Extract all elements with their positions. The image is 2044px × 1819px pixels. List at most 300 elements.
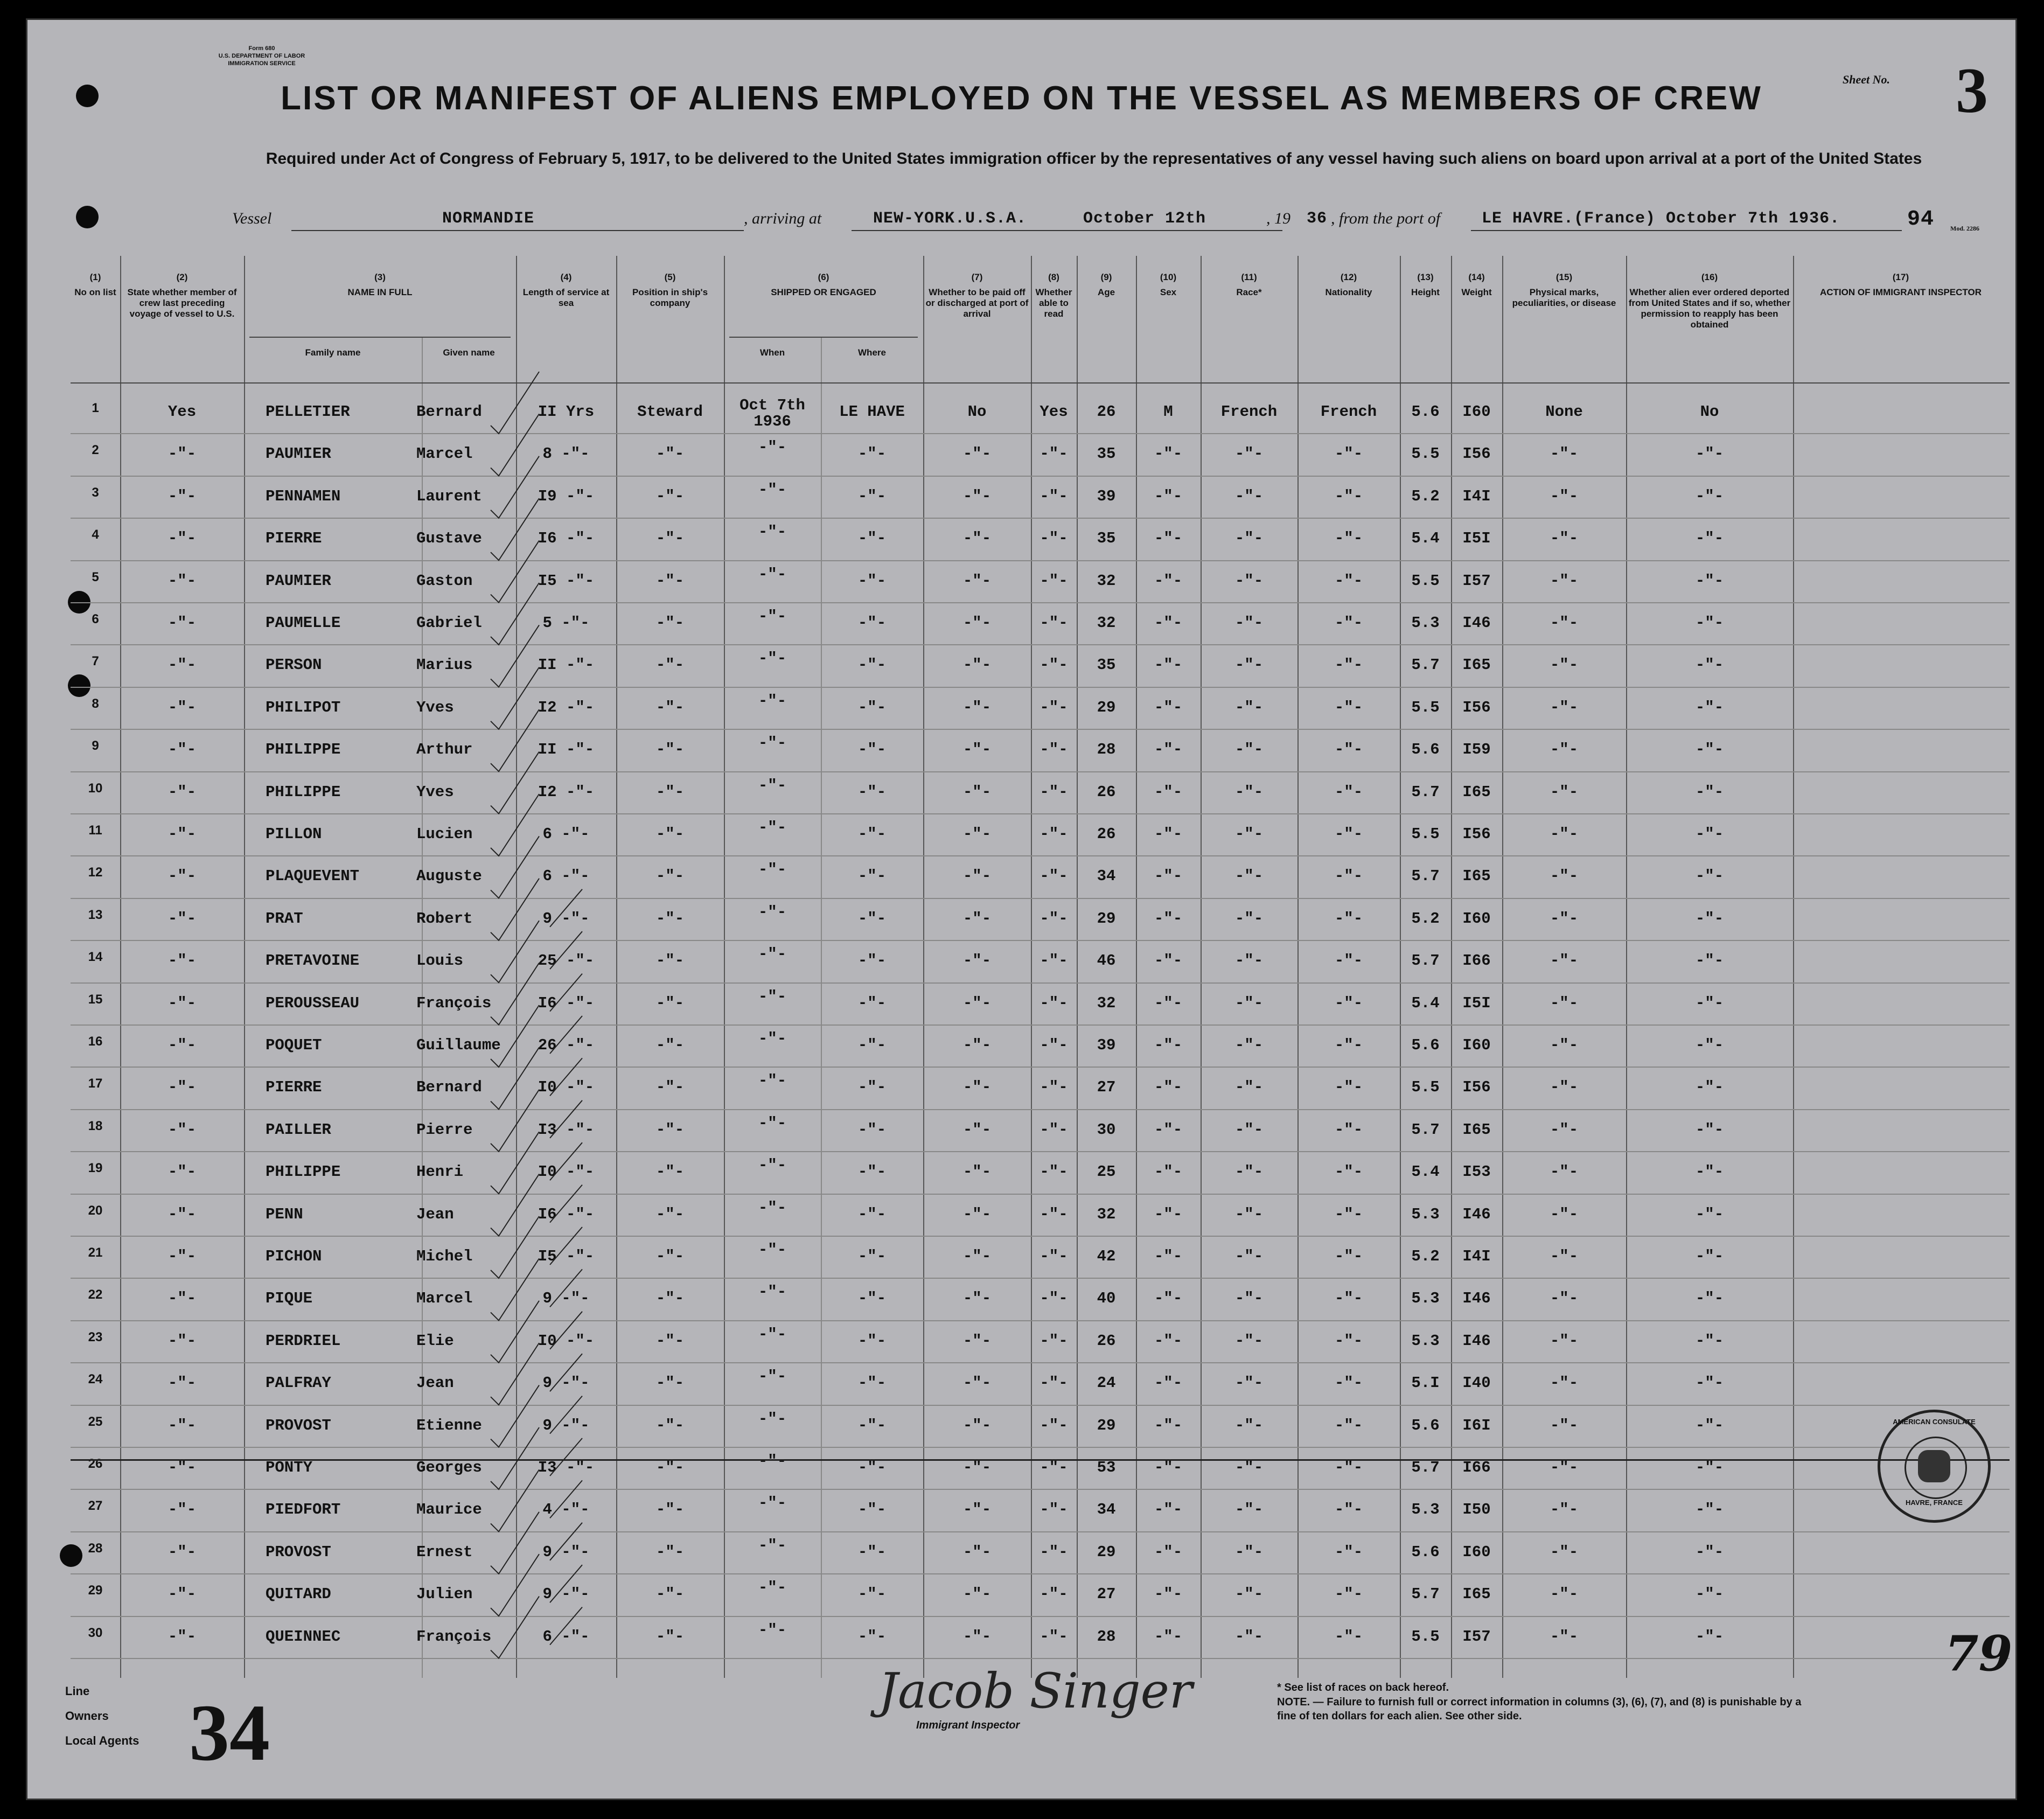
cell-family: PROVOST bbox=[266, 1416, 331, 1434]
cell-nationality: -"- bbox=[1334, 1205, 1363, 1223]
cell-no: 28 bbox=[88, 1541, 103, 1556]
cell-when: -"- bbox=[758, 1283, 787, 1301]
cell-nationality: -"- bbox=[1334, 1332, 1363, 1350]
cell-nationality: -"- bbox=[1334, 1501, 1363, 1519]
cell-height: 5.6 bbox=[1411, 403, 1440, 421]
cell-read: -"- bbox=[1040, 1416, 1068, 1434]
cell-given: Bernard bbox=[416, 403, 482, 421]
cell-marks: -"- bbox=[1550, 1163, 1579, 1181]
cell-deported: -"- bbox=[1695, 1585, 1724, 1604]
cell-read: -"- bbox=[1040, 1627, 1068, 1646]
cell-when: -"- bbox=[758, 1536, 787, 1555]
cell-given: Gustave bbox=[416, 529, 482, 548]
cell-sex: -"- bbox=[1154, 1416, 1183, 1434]
column-label: Height bbox=[1411, 287, 1440, 297]
cell-paid: -"- bbox=[962, 1374, 992, 1392]
cell-service: 4 -"- bbox=[542, 1501, 590, 1519]
cell-service: 9 -"- bbox=[542, 1374, 590, 1392]
service: IMMIGRATION SERVICE bbox=[228, 60, 296, 67]
cell-no: 27 bbox=[88, 1499, 103, 1514]
check-mark-icon bbox=[550, 1607, 582, 1645]
cell-marks: -"- bbox=[1550, 1585, 1579, 1604]
cell-no: 21 bbox=[88, 1245, 103, 1260]
check-mark-icon bbox=[550, 1016, 582, 1054]
cell-paid: -"- bbox=[962, 1205, 992, 1223]
cell-position: -"- bbox=[655, 1290, 685, 1308]
table-row bbox=[71, 689, 2010, 731]
cell-weight: I57 bbox=[1462, 572, 1491, 590]
table-row bbox=[71, 393, 2010, 435]
column-header bbox=[1203, 256, 1295, 369]
cell-given: Maurice bbox=[416, 1501, 482, 1519]
cell-where: -"- bbox=[857, 909, 887, 928]
cell-service: 9 -"- bbox=[542, 1543, 590, 1561]
cell-deported: -"- bbox=[1695, 1627, 1724, 1646]
check-mark-icon bbox=[550, 1396, 582, 1434]
cell-when: -"- bbox=[758, 1156, 787, 1175]
cell-family: PILLON bbox=[266, 825, 322, 843]
cell-sex: -"- bbox=[1154, 487, 1183, 505]
cell-age: 35 bbox=[1097, 656, 1116, 674]
cell-marks: -"- bbox=[1550, 1501, 1579, 1519]
cell-given: Arthur bbox=[416, 741, 473, 759]
cell-age: 29 bbox=[1097, 909, 1116, 928]
table-row bbox=[71, 646, 2010, 688]
cell-nationality: -"- bbox=[1334, 1036, 1363, 1054]
table-row bbox=[71, 1449, 2010, 1491]
cell-marks: -"- bbox=[1550, 698, 1579, 716]
check-mark-icon bbox=[550, 974, 582, 1012]
cell-nationality: -"- bbox=[1334, 1247, 1363, 1265]
cell-race: -"- bbox=[1234, 1501, 1264, 1519]
cell-read: -"- bbox=[1040, 1332, 1068, 1350]
cell-service: 9 -"- bbox=[542, 1290, 590, 1308]
cell-read: Yes bbox=[1040, 403, 1068, 421]
cell-sex: -"- bbox=[1154, 1205, 1183, 1223]
cell-nationality: -"- bbox=[1334, 783, 1363, 801]
inspector-signature: Jacob Singer bbox=[878, 1663, 1192, 1719]
cell-paid: -"- bbox=[962, 1627, 992, 1646]
cell-height: 5.3 bbox=[1411, 1332, 1440, 1350]
cell-paid: -"- bbox=[962, 867, 992, 886]
cell-sex: -"- bbox=[1154, 1120, 1183, 1139]
cell-crew: -"- bbox=[168, 1036, 197, 1054]
owners-label: Owners bbox=[65, 1709, 109, 1723]
cell-when: -"- bbox=[758, 945, 787, 964]
cell-paid: -"- bbox=[962, 825, 992, 843]
cell-age: 46 bbox=[1097, 952, 1116, 970]
column-label: SHIPPED OR ENGAGED bbox=[771, 287, 876, 297]
cell-weight: I57 bbox=[1462, 1627, 1491, 1646]
cell-marks: -"- bbox=[1550, 445, 1579, 463]
cell-service: 9 -"- bbox=[542, 1416, 590, 1434]
cell-crew: -"- bbox=[168, 1332, 197, 1350]
cell-age: 40 bbox=[1097, 1290, 1116, 1308]
corner-mark: 79 bbox=[1945, 1625, 2013, 1682]
cell-sex: -"- bbox=[1154, 825, 1183, 843]
cell-weight: I46 bbox=[1462, 1290, 1491, 1308]
list-number: 94 bbox=[1907, 207, 1935, 232]
cell-given: Elie bbox=[416, 1332, 454, 1350]
cell-service: I0 -"- bbox=[538, 1163, 595, 1181]
column-header bbox=[1033, 256, 1075, 369]
cell-where: -"- bbox=[857, 952, 887, 970]
cell-marks: -"- bbox=[1550, 1459, 1579, 1476]
column-number: (3) bbox=[374, 272, 386, 282]
cell-crew: -"- bbox=[168, 1627, 197, 1646]
cell-family: QUITARD bbox=[266, 1585, 331, 1604]
cell-weight: I56 bbox=[1462, 825, 1491, 843]
cell-nationality: -"- bbox=[1334, 1078, 1363, 1097]
cell-read: -"- bbox=[1040, 1163, 1068, 1181]
cell-deported: -"- bbox=[1695, 445, 1724, 463]
table-row bbox=[71, 985, 2010, 1027]
cell-crew: -"- bbox=[168, 1078, 197, 1097]
cell-marks: -"- bbox=[1550, 741, 1579, 759]
cell-given: Julien bbox=[416, 1585, 473, 1604]
cell-race: French bbox=[1220, 403, 1278, 421]
cell-height: 5.6 bbox=[1411, 741, 1440, 759]
cell-paid: -"- bbox=[962, 1078, 992, 1097]
cell-read: -"- bbox=[1040, 1501, 1068, 1519]
cell-age: 28 bbox=[1097, 741, 1116, 759]
cell-position: -"- bbox=[655, 1585, 685, 1604]
column-header bbox=[1300, 256, 1398, 369]
cell-sex: -"- bbox=[1154, 1543, 1183, 1561]
cell-no: 24 bbox=[88, 1372, 103, 1387]
cell-no: 20 bbox=[88, 1203, 103, 1218]
cell-age: 35 bbox=[1097, 445, 1116, 463]
column-header bbox=[1079, 256, 1134, 369]
cell-marks: -"- bbox=[1550, 1247, 1579, 1265]
column-subheader: Where bbox=[858, 347, 886, 358]
cell-height: 5.3 bbox=[1411, 1205, 1440, 1223]
column-label: Age bbox=[1097, 287, 1115, 297]
cell-deported: No bbox=[1700, 403, 1719, 421]
cell-deported: -"- bbox=[1695, 614, 1724, 632]
cell-given: Marius bbox=[416, 656, 473, 674]
cell-family: PAUMIER bbox=[266, 572, 331, 590]
cell-where: -"- bbox=[857, 867, 887, 886]
department: U.S. DEPARTMENT OF LABOR bbox=[218, 53, 305, 59]
races-note: * See list of races on back hereof. bbox=[1277, 1682, 1449, 1693]
cell-position: -"- bbox=[655, 741, 685, 759]
cell-crew: -"- bbox=[168, 1163, 197, 1181]
cell-age: 26 bbox=[1097, 783, 1116, 801]
cell-race: -"- bbox=[1234, 1120, 1264, 1139]
cell-marks: -"- bbox=[1550, 1078, 1579, 1097]
cell-marks: -"- bbox=[1550, 1205, 1579, 1223]
column-number: (9) bbox=[1100, 272, 1112, 282]
cell-nationality: -"- bbox=[1334, 1120, 1363, 1139]
check-mark-icon bbox=[491, 1597, 539, 1658]
cell-family: PRETAVOINE bbox=[266, 952, 360, 970]
cell-sex: -"- bbox=[1154, 783, 1183, 801]
cell-deported: -"- bbox=[1695, 909, 1724, 928]
cell-race: -"- bbox=[1234, 741, 1264, 759]
cell-nationality: -"- bbox=[1334, 1416, 1363, 1434]
cell-no: 7 bbox=[92, 654, 99, 669]
cell-height: 5.3 bbox=[1411, 1290, 1440, 1308]
cell-weight: I56 bbox=[1462, 1078, 1491, 1097]
cell-position: -"- bbox=[655, 994, 685, 1012]
cell-age: 39 bbox=[1097, 487, 1116, 505]
cell-race: -"- bbox=[1234, 1543, 1264, 1561]
cell-when: -"- bbox=[758, 692, 787, 710]
column-label: Physical marks, peculiarities, or disease bbox=[1512, 287, 1616, 308]
column-label: Whether able to read bbox=[1035, 287, 1072, 319]
cell-where: -"- bbox=[857, 1585, 887, 1604]
cell-marks: -"- bbox=[1550, 1374, 1579, 1392]
cell-when: -"- bbox=[758, 438, 787, 457]
cell-family: PEROUSSEAU bbox=[266, 994, 360, 1012]
cell-weight: I6I bbox=[1462, 1416, 1491, 1434]
cell-family: PROVOST bbox=[266, 1543, 331, 1561]
cell-read: -"- bbox=[1040, 1120, 1068, 1139]
cell-where: -"- bbox=[857, 741, 887, 759]
cell-when: -"- bbox=[758, 734, 787, 752]
cell-race: -"- bbox=[1234, 1163, 1264, 1181]
cell-position: -"- bbox=[655, 867, 685, 886]
column-subheader: Given name bbox=[443, 347, 495, 358]
cell-where: -"- bbox=[857, 994, 887, 1012]
check-mark-icon bbox=[550, 1438, 582, 1476]
cell-no: 17 bbox=[88, 1076, 103, 1091]
year-prefix: , 19 bbox=[1266, 210, 1290, 227]
cell-when: -"- bbox=[758, 1368, 787, 1386]
cell-crew: -"- bbox=[168, 614, 197, 632]
cell-no: 11 bbox=[88, 823, 102, 838]
table-row bbox=[71, 1322, 2010, 1364]
cell-read: -"- bbox=[1040, 783, 1068, 801]
cell-weight: I53 bbox=[1462, 1163, 1491, 1181]
cell-position: -"- bbox=[655, 445, 685, 463]
cell-weight: I46 bbox=[1462, 1205, 1491, 1223]
cell-race: -"- bbox=[1234, 1332, 1264, 1350]
cell-marks: -"- bbox=[1550, 825, 1579, 843]
cell-crew: -"- bbox=[168, 1247, 197, 1265]
cell-where: -"- bbox=[857, 1332, 887, 1350]
table-row bbox=[71, 1491, 2010, 1533]
cell-no: 4 bbox=[92, 527, 99, 542]
cell-crew: -"- bbox=[168, 741, 197, 759]
cell-height: 5.I bbox=[1411, 1374, 1440, 1392]
cell-race: -"- bbox=[1234, 1416, 1264, 1434]
cell-where: -"- bbox=[857, 656, 887, 674]
seal-text-top: AMERICAN CONSULATE bbox=[1893, 1418, 1976, 1426]
table-row bbox=[71, 773, 2010, 816]
cell-deported: -"- bbox=[1695, 1374, 1724, 1392]
cell-paid: -"- bbox=[962, 1332, 992, 1350]
cell-race: -"- bbox=[1234, 783, 1264, 801]
cell-paid: -"- bbox=[962, 994, 992, 1012]
cell-nationality: French bbox=[1320, 403, 1377, 421]
table-row bbox=[71, 520, 2010, 562]
cell-age: 32 bbox=[1097, 614, 1116, 632]
cell-family: PHILIPPE bbox=[266, 741, 341, 759]
cell-family: PONTY bbox=[266, 1459, 313, 1476]
cell-deported: -"- bbox=[1695, 1163, 1724, 1181]
cell-service: II -"- bbox=[538, 741, 595, 759]
cell-no: 18 bbox=[88, 1118, 103, 1133]
cell-sex: -"- bbox=[1154, 529, 1183, 548]
table-row bbox=[71, 478, 2010, 520]
cell-position: -"- bbox=[655, 783, 685, 801]
cell-marks: -"- bbox=[1550, 909, 1579, 928]
cell-height: 5.7 bbox=[1411, 1120, 1440, 1139]
cell-read: -"- bbox=[1040, 909, 1068, 928]
cell-weight: I56 bbox=[1462, 698, 1491, 716]
cell-paid: -"- bbox=[962, 1247, 992, 1265]
column-label: Race* bbox=[1236, 287, 1262, 297]
table-row bbox=[71, 1576, 2010, 1618]
cell-deported: -"- bbox=[1695, 1290, 1724, 1308]
cell-paid: -"- bbox=[962, 1501, 992, 1519]
table-row bbox=[71, 1618, 2010, 1660]
cell-height: 5.5 bbox=[1411, 1627, 1440, 1646]
cell-age: 26 bbox=[1097, 1332, 1116, 1350]
cell-height: 5.7 bbox=[1411, 1459, 1440, 1476]
cell-family: PAUMELLE bbox=[266, 614, 341, 632]
cell-no: 19 bbox=[88, 1161, 103, 1176]
cell-weight: I60 bbox=[1462, 403, 1491, 421]
cell-nationality: -"- bbox=[1334, 952, 1363, 970]
cell-paid: -"- bbox=[962, 445, 992, 463]
cell-paid: -"- bbox=[962, 909, 992, 928]
cell-crew: -"- bbox=[168, 1205, 197, 1223]
vessel-name: NORMANDIE bbox=[442, 210, 535, 228]
column-header bbox=[1453, 256, 1500, 369]
cell-crew: -"- bbox=[168, 1374, 197, 1392]
cell-age: 42 bbox=[1097, 1247, 1116, 1265]
cell-position: -"- bbox=[655, 572, 685, 590]
cell-deported: -"- bbox=[1695, 1501, 1724, 1519]
cell-height: 5.2 bbox=[1411, 1247, 1440, 1265]
cell-when: -"- bbox=[758, 1072, 787, 1090]
column-header bbox=[1402, 256, 1449, 369]
table-row bbox=[71, 1280, 2010, 1322]
cell-given: Marcel bbox=[416, 1290, 473, 1308]
cell-position: -"- bbox=[655, 698, 685, 716]
cell-age: 24 bbox=[1097, 1374, 1116, 1392]
column-label: Length of service at sea bbox=[522, 287, 610, 308]
cell-when: -"- bbox=[758, 480, 787, 499]
cell-read: -"- bbox=[1040, 952, 1068, 970]
column-number: (2) bbox=[176, 272, 188, 282]
cell-where: -"- bbox=[857, 614, 887, 632]
cell-height: 5.7 bbox=[1411, 867, 1440, 886]
cell-when: -"- bbox=[758, 650, 787, 668]
arrival-date: October 12th bbox=[1083, 210, 1206, 228]
cell-where: -"- bbox=[857, 572, 887, 590]
column-label: Whether alien ever ordered deported from United States and if so, whether permission to reapply has been obtained bbox=[1628, 287, 1791, 330]
cell-age: 32 bbox=[1097, 994, 1116, 1012]
cell-no: 6 bbox=[92, 612, 99, 626]
cell-given: François bbox=[416, 994, 492, 1012]
cell-read: -"- bbox=[1040, 445, 1068, 463]
cell-service: I5 -"- bbox=[538, 1247, 595, 1265]
cell-age: 34 bbox=[1097, 867, 1116, 886]
cell-sex: -"- bbox=[1154, 1627, 1183, 1646]
cell-where: -"- bbox=[857, 445, 887, 463]
cell-position: -"- bbox=[655, 487, 685, 505]
cell-position: Steward bbox=[637, 403, 703, 421]
cell-sex: -"- bbox=[1154, 952, 1183, 970]
cell-service: 25 -"- bbox=[538, 952, 595, 970]
departure-port: LE HAVRE.(France) October 7th 1936. bbox=[1482, 210, 1840, 228]
cell-when: Oct 7th 1936 bbox=[740, 396, 805, 430]
cell-given: Robert bbox=[416, 909, 473, 928]
cell-age: 32 bbox=[1097, 572, 1116, 590]
cell-crew: -"- bbox=[168, 909, 197, 928]
cell-family: PIERRE bbox=[266, 1078, 322, 1097]
cell-height: 5.7 bbox=[1411, 952, 1440, 970]
crew-table bbox=[71, 256, 2010, 1678]
cell-read: -"- bbox=[1040, 656, 1068, 674]
cell-height: 5.3 bbox=[1411, 614, 1440, 632]
cell-no: 15 bbox=[88, 992, 103, 1007]
cell-paid: -"- bbox=[962, 1543, 992, 1561]
cell-height: 5.2 bbox=[1411, 909, 1440, 928]
cell-sex: -"- bbox=[1154, 1585, 1183, 1604]
cell-marks: None bbox=[1545, 403, 1583, 421]
cell-read: -"- bbox=[1040, 1585, 1068, 1604]
cell-height: 5.6 bbox=[1411, 1543, 1440, 1561]
cell-family: PRAT bbox=[266, 909, 303, 928]
cell-when: -"- bbox=[758, 1579, 787, 1597]
cell-crew: -"- bbox=[168, 783, 197, 801]
table-row bbox=[71, 858, 2010, 900]
cell-where: -"- bbox=[857, 783, 887, 801]
cell-when: -"- bbox=[758, 819, 787, 837]
cell-weight: I65 bbox=[1462, 867, 1491, 886]
cell-nationality: -"- bbox=[1334, 1585, 1363, 1604]
cell-when: -"- bbox=[758, 565, 787, 583]
table-row bbox=[71, 1069, 2010, 1111]
cell-where: LE HAVE bbox=[839, 403, 905, 421]
column-number: (6) bbox=[818, 272, 829, 282]
arrival-year: 36 bbox=[1307, 210, 1328, 228]
check-mark-icon bbox=[550, 1312, 582, 1349]
cell-when: -"- bbox=[758, 776, 787, 794]
cell-paid: -"- bbox=[962, 1163, 992, 1181]
cell-position: -"- bbox=[655, 529, 685, 548]
cell-family: QUEINNEC bbox=[266, 1627, 341, 1646]
column-number: (11) bbox=[1241, 272, 1257, 282]
cell-no: 13 bbox=[88, 907, 103, 922]
cell-no: 30 bbox=[88, 1625, 103, 1640]
cell-when: -"- bbox=[758, 861, 787, 879]
cell-service: 6 -"- bbox=[542, 1627, 590, 1646]
cell-race: -"- bbox=[1234, 994, 1264, 1012]
cell-service: I6 -"- bbox=[538, 994, 595, 1012]
column-number: (17) bbox=[1892, 272, 1909, 282]
check-mark-icon bbox=[550, 1523, 582, 1560]
cell-age: 53 bbox=[1097, 1459, 1116, 1476]
cell-crew: -"- bbox=[168, 952, 197, 970]
check-mark-icon bbox=[550, 1480, 582, 1518]
cell-sex: -"- bbox=[1154, 1290, 1183, 1308]
cell-crew: -"- bbox=[168, 1585, 197, 1604]
cell-nationality: -"- bbox=[1334, 1459, 1363, 1476]
cell-paid: -"- bbox=[962, 1459, 992, 1476]
cell-weight: I5I bbox=[1462, 529, 1491, 548]
cell-age: 29 bbox=[1097, 698, 1116, 716]
cell-height: 5.7 bbox=[1411, 783, 1440, 801]
cell-weight: I4I bbox=[1462, 487, 1491, 505]
cell-when: -"- bbox=[758, 1410, 787, 1428]
column-number: (12) bbox=[1340, 272, 1357, 282]
